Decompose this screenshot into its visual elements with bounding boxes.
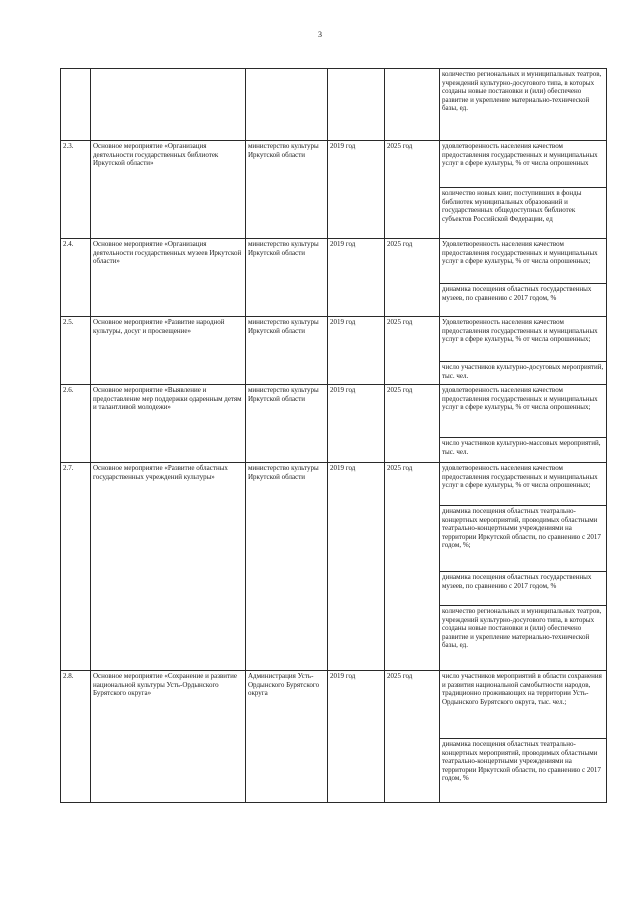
row-number: 2.7.: [61, 463, 91, 671]
executor-cell: министерство культуры Иркутской области: [246, 317, 328, 385]
row-number: 2.8.: [61, 671, 91, 803]
indicators-cell: [440, 141, 607, 239]
table-row: [61, 239, 607, 317]
start-year-cell: 2019 год: [328, 671, 385, 803]
indicator: количество новых книг, поступивших в фонды библиотек муниципальных образований и государственных общедоступных библиотек субъектов Российской Федерации, ед: [440, 187, 606, 238]
row-number: 2.6.: [61, 385, 91, 463]
row-number: 2.5.: [61, 317, 91, 385]
indicators-cell: [440, 239, 607, 317]
event-cell: Основное мероприятие «Организация деятельности государственных музеев Иркутской области»: [91, 239, 246, 317]
program-table: [60, 68, 607, 803]
start-year-cell: 2019 год: [328, 385, 385, 463]
start-year-cell: 2019 год: [328, 317, 385, 385]
end-year-cell: 2025 год: [385, 463, 440, 671]
executor-cell: министерство культуры Иркутской области: [246, 463, 328, 671]
event-cell: Основное мероприятие «Развитие народной культуры, досуг и просвещение»: [91, 317, 246, 385]
indicator: динамика посещения областных театрально-концертных мероприятий, проводимых областными театрально-концертными учреждениями на территории Иркутской области, по сравнению с 2017 годом, %: [440, 738, 606, 802]
indicator: Удовлетворенность населения качеством предоставления государственных и муниципальных услуг в сфере культуры, % от числа опрошенных;: [442, 318, 598, 344]
end-year-cell: 2025 год: [385, 141, 440, 239]
executor-cell: министерство культуры Иркутской области: [246, 385, 328, 463]
end-year-cell: 2025 год: [385, 317, 440, 385]
indicator: динамика посещения областных государственных музеев, по сравнению с 2017 годом, %: [440, 283, 606, 316]
indicator: динамика посещения областных театрально-концертных мероприятий, проводимых областными театрально-концертными учреждениями на территории Иркутской области, по сравнению с 2017 годом, %;: [440, 505, 606, 571]
start-year-cell: 2019 год: [328, 463, 385, 671]
end-year-cell: 2025 год: [385, 385, 440, 463]
indicator: удовлетворенность населения качеством предоставления государственных и муниципальных услуг в сфере культуры, % от числа опрошенных;: [442, 386, 598, 412]
indicators-cell: [440, 317, 607, 385]
indicator: число участников культурно-массовых мероприятий, тыс. чел.: [440, 437, 606, 462]
event-cell: [91, 69, 246, 141]
indicator: удовлетворенность населения качеством предоставления государственных и муниципальных услуг в сфере культуры, % от числа опрошенных: [442, 142, 598, 168]
table-row: [61, 385, 607, 463]
end-year-cell: 2025 год: [385, 239, 440, 317]
event-cell: Основное мероприятие «Организация деятельности государственных библиотек Иркутской области»: [91, 141, 246, 239]
event-cell: Основное мероприятие «Сохранение и развитие национальной культуры Усть-Ордынского Бурятского округа»: [91, 671, 246, 803]
indicators-cell: [440, 463, 607, 671]
indicators-cell: [440, 69, 607, 141]
table-row: [61, 463, 607, 671]
row-number: 2.4.: [61, 239, 91, 317]
indicators-cell: [440, 671, 607, 803]
indicator: количество региональных и муниципальных театров, учреждений культурно-досугового типа, в которых созданы новые постановки и (или) обеспечено развитие и укрепление материально-технической базы, ед.: [442, 70, 602, 113]
start-year-cell: 2019 год: [328, 141, 385, 239]
indicator: количество региональных и муниципальных театров, учреждений культурно-досугового типа, в которых созданы новые постановки и (или) обеспечено развитие и укрепление материально-технической базы, ед.: [440, 605, 606, 668]
start-year-cell: [328, 69, 385, 141]
event-cell: Основное мероприятие «Выявление и предоставление мер поддержки одаренным детям и талантливой молодежи»: [91, 385, 246, 463]
table-row: [61, 671, 607, 803]
indicator: динамика посещения областных государственных музеев, по сравнению с 2017 годом, %: [440, 571, 606, 605]
table-row: [61, 317, 607, 385]
table-row: [61, 141, 607, 239]
executor-cell: Администрация Усть-Ордынского Бурятского округа: [246, 671, 328, 803]
executor-cell: министерство культуры Иркутской области: [246, 239, 328, 317]
page-number: 3: [318, 30, 322, 39]
indicator: число участников мероприятий в области сохранения и развития национальной самобытности народов, традиционно проживающих на территории Усть-Ордынского Бурятского округа, тыс. чел.;: [442, 672, 602, 706]
end-year-cell: 2025 год: [385, 671, 440, 803]
indicator: число участников культурно-досуговых мероприятий, тыс. чел.: [440, 361, 606, 384]
event-cell: Основное мероприятие «Развитие областных государственных учреждений культуры»: [91, 463, 246, 671]
indicator: удовлетворенность населения качеством предоставления государственных и муниципальных услуг в сфере культуры, % от числа опрошенных;: [442, 464, 598, 490]
executor-cell: министерство культуры Иркутской области: [246, 141, 328, 239]
row-number: 2.3.: [61, 141, 91, 239]
indicator: Удовлетворенность населения качеством предоставления государственных и муниципальных услуг в сфере культуры, % от числа опрошенных;: [442, 240, 598, 266]
row-number: [61, 69, 91, 141]
table-row: [61, 69, 607, 141]
start-year-cell: 2019 год: [328, 239, 385, 317]
end-year-cell: [385, 69, 440, 141]
executor-cell: [246, 69, 328, 141]
indicators-cell: [440, 385, 607, 463]
